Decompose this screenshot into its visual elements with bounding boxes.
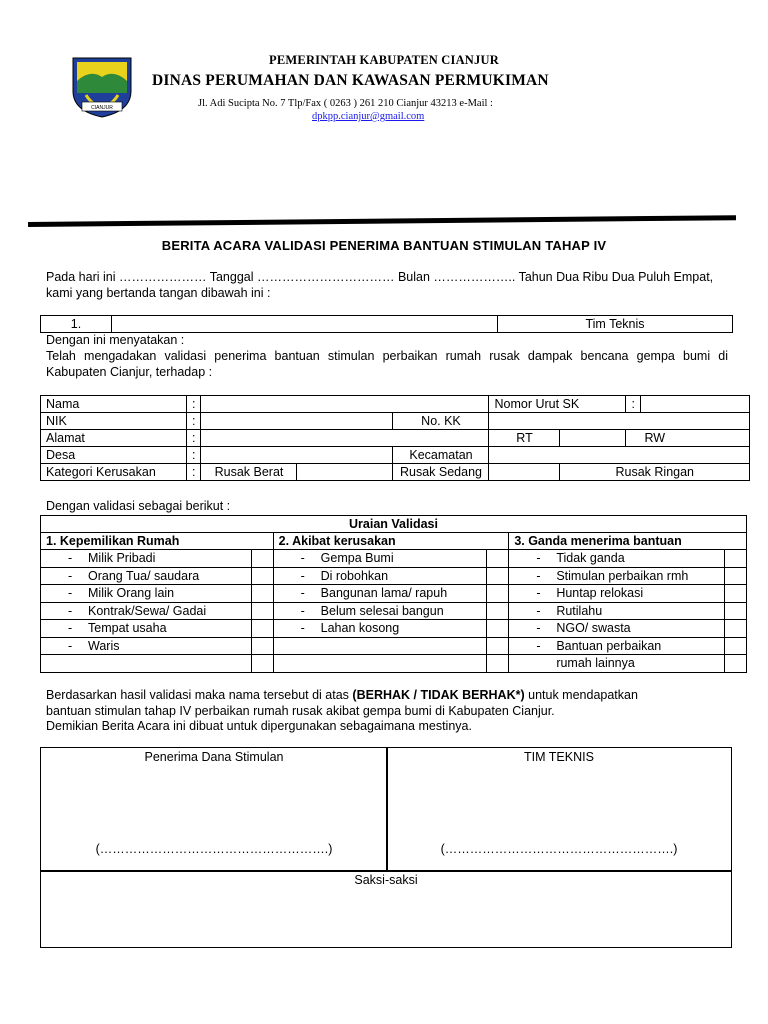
header-email-link[interactable]: dpkpp.cianjur@gmail.com [312,111,425,122]
col2-empty [273,637,487,655]
nik-field[interactable] [201,413,393,430]
team-name-field[interactable] [112,316,498,333]
option-rusak-berat[interactable]: Rusak Berat [201,464,297,481]
dash: - [536,638,541,653]
dash: - [536,568,541,583]
col3-label: Huntap relokasi [556,586,644,601]
colon: : [187,464,201,481]
dash: - [300,586,305,601]
col1-check[interactable] [251,585,273,603]
col3-check[interactable] [725,655,747,673]
col3-label: Stimulan perbaikan rmh [556,568,689,583]
header-address: Jl. Adi Sucipta No. 7 Tlp/Fax ( 0263 ) 261 210 Cianjur 43213 e-Mail : [198,98,493,109]
col3-item [509,585,725,603]
logo-text: CIANJUR [91,105,113,111]
col1-title: 1. Kepemilikan Rumah [41,533,274,550]
dash: - [68,586,73,601]
rusak-sedang-check[interactable] [489,464,560,481]
dash: - [536,621,541,636]
dash: - [68,638,73,653]
col3-label: NGO/ swasta [556,621,631,636]
col2-check[interactable] [487,585,509,603]
col2-item [273,550,487,568]
label-nomor-urut: Nomor Urut SK [489,396,626,413]
dash: - [300,621,305,636]
col2-label: Di robohkan [320,568,389,583]
col1-label: Waris [88,638,120,653]
label-no-kk: No. KK [393,413,489,430]
col1-label: Milik Pribadi [88,551,156,566]
closing-line-1 [46,688,728,704]
col1-item [41,550,252,568]
validation-table [40,515,747,673]
signature-right-line: (……………………………………………….) [440,842,678,856]
witness-title: Saksi-saksi [354,873,418,887]
document-title: BERITA ACARA VALIDASI PENERIMA BANTUAN STIMULAN TAHAP IV [161,238,607,253]
col1-check[interactable] [251,637,273,655]
col2-item [273,620,487,638]
witness-box[interactable] [40,870,732,948]
team-role: Tim Teknis [498,316,733,333]
col1-check[interactable] [251,655,273,673]
dash: - [536,586,541,601]
dash: - [68,621,73,636]
signature-right-box[interactable] [386,747,732,872]
col1-label: Kontrak/Sewa/ Gadai [88,603,207,618]
col3-check[interactable] [725,602,747,620]
intro-line-2: kami yang bertanda tangan dibawah ini : [46,286,271,300]
col3-title: 3. Ganda menerima bantuan [509,533,747,550]
header-divider [28,215,736,227]
col3-item [509,620,725,638]
col3-item [509,567,725,585]
col3-check[interactable] [725,585,747,603]
kecamatan-field[interactable] [489,447,750,464]
col3-check[interactable] [725,550,747,568]
col1-item [41,567,252,585]
no-kk-field[interactable] [489,413,750,430]
colon: : [187,447,201,464]
label-desa: Desa [41,447,187,464]
col2-item [273,585,487,603]
col2-label: Belum selesai bangun [320,603,444,618]
col3-item [509,550,725,568]
validation-intro: Dengan validasi sebagai berikut : [46,499,231,513]
validation-header: Uraian Validasi [41,516,747,533]
col2-label: Lahan kosong [320,621,400,636]
signature-left-title: Penerima Dana Stimulan [144,750,284,764]
col2-check[interactable] [487,602,509,620]
label-nik: NIK [41,413,187,430]
label-kategori: Kategori Kerusakan [41,464,187,481]
label-rt: RT [489,430,560,447]
identity-table [40,395,750,481]
signature-left-box[interactable] [40,747,388,872]
colon: : [626,396,640,413]
col3-item [509,602,725,620]
signature-left-line: (……………………………………………….) [95,842,333,856]
rt-field[interactable] [560,430,626,447]
dash: - [68,568,73,583]
col2-check[interactable] [487,550,509,568]
col2-check[interactable] [487,567,509,585]
col2-empty [273,655,487,673]
col2-check[interactable] [487,620,509,638]
col3-label: Tidak ganda [556,551,625,566]
nama-field[interactable] [201,396,489,413]
dash: - [536,603,541,618]
team-number: 1. [41,316,112,333]
col2-item [273,602,487,620]
col3-label: rumah lainnya [556,656,635,671]
col1-item [41,620,252,638]
colon: : [187,413,201,430]
col1-item [41,602,252,620]
label-kecamatan: Kecamatan [393,447,489,464]
dash: - [68,551,73,566]
nomor-urut-field[interactable] [640,396,749,413]
col3-item [509,637,725,655]
header-government: PEMERINTAH KABUPATEN CIANJUR [269,53,499,67]
signature-right-title: TIM TEKNIS [524,750,594,764]
closing-text-c: untuk mendapatkan [528,688,638,702]
label-nama: Nama [41,396,187,413]
dash: - [536,551,541,566]
col2-check[interactable] [487,655,509,673]
option-rusak-sedang[interactable]: Rusak Sedang [393,464,489,481]
col3-label: Bantuan perbaikan [556,638,662,653]
col1-label: Milik Orang lain [88,586,175,601]
col1-label: Orang Tua/ saudara [88,568,200,583]
closing-line-3: Demikian Berita Acara ini dibuat untuk dipergunakan sebagaimana mestinya. [46,719,472,733]
desa-field[interactable] [201,447,393,464]
dash: - [68,603,73,618]
col1-check[interactable] [251,567,273,585]
col3-item [509,655,725,673]
alamat-field[interactable] [201,430,489,447]
col1-check[interactable] [251,602,273,620]
dash: - [300,568,305,583]
col1-check[interactable] [251,550,273,568]
col2-check[interactable] [487,637,509,655]
col1-item [41,585,252,603]
closing-berhak: (BERHAK / TIDAK BERHAK*) [352,688,525,702]
intro-line-1: Pada hari ini ………………… Tanggal …………………………… Bulan ……………….. Tahun Dua Ribu Dua Puluh Empat, [46,270,714,284]
dash: - [300,603,305,618]
col2-label: Bangunan lama/ rapuh [320,586,448,601]
col3-check[interactable] [725,620,747,638]
col2-label: Gempa Bumi [320,551,394,566]
statement-line: Dengan ini menyatakan : [46,333,185,347]
col1-item [41,637,252,655]
col2-title: 2. Akibat kerusakan [273,533,509,550]
rusak-berat-check[interactable] [297,464,393,481]
team-table [40,315,733,333]
header-agency: DINAS PERUMAHAN DAN KAWASAN PERMUKIMAN [152,72,549,89]
col3-label: Rutilahu [556,603,603,618]
colon: : [187,396,201,413]
statement-paragraph: Telah mengadakan validasi penerima bantuan stimulan perbaikan rumah rusak dampak bencana gempa bumi di Kabupaten Cianjur, terhadap : [46,349,728,379]
colon: : [187,430,201,447]
dash: - [300,551,305,566]
col3-check[interactable] [725,567,747,585]
label-alamat: Alamat [41,430,187,447]
col3-check[interactable] [725,637,747,655]
label-rw: RW [626,430,750,447]
col1-check[interactable] [251,620,273,638]
col2-item [273,567,487,585]
option-rusak-ringan[interactable]: Rusak Ringan [560,464,750,481]
col1-label: Tempat usaha [88,621,167,636]
closing-text-a: Berdasarkan hasil validasi maka nama tersebut di atas [46,688,349,702]
col1-empty [41,655,252,673]
closing-line-2: bantuan stimulan tahap IV perbaikan rumah rusak akibat gempa bumi di Kabupaten Cianjur. [46,704,555,718]
